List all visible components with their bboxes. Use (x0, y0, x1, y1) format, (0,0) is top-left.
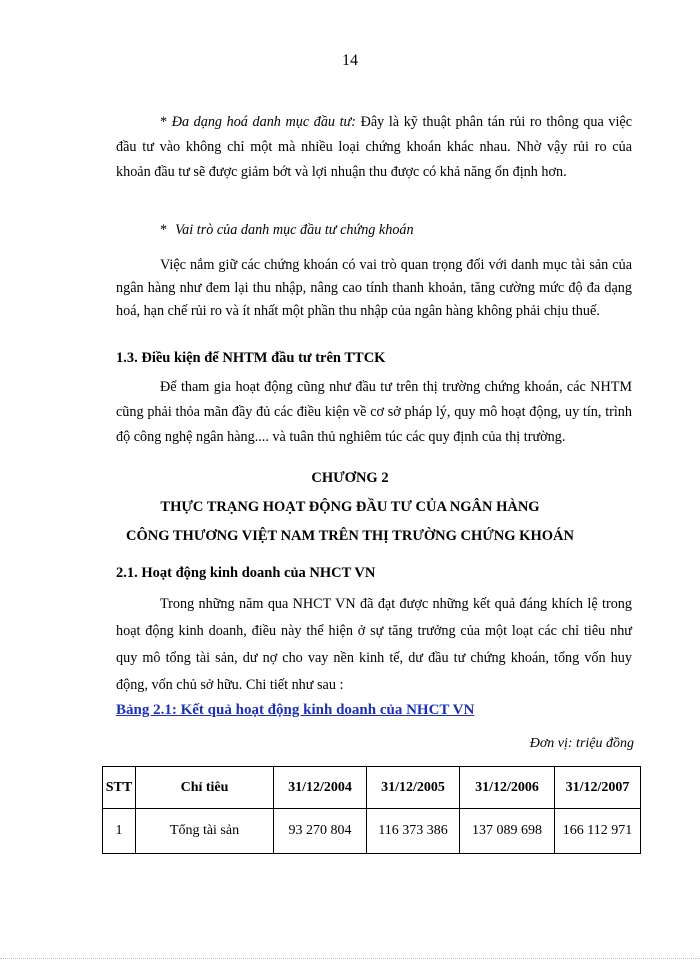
cell-stt: 1 (103, 809, 136, 854)
header-2006: 31/12/2006 (460, 767, 555, 809)
results-table (102, 766, 641, 854)
table-row (103, 809, 641, 854)
header-2004: 31/12/2004 (274, 767, 367, 809)
cell-2004: 93 270 804 (274, 809, 367, 854)
paragraph-diversification (116, 110, 632, 185)
paragraph-conditions: Để tham gia hoạt động cũng như đầu tư trên thị trường chứng khoán, các NHTM cũng phải thỏa mãn đầy đủ các điều kiện về cơ sở pháp lý, quy mô hoạt động, uy tín, trình độ công nghệ ngân hàng.... và tuân thủ nghiêm túc các quy định của thị trường. (116, 379, 632, 445)
chapter-number: CHƯƠNG 2 (311, 470, 389, 486)
bullet-star: * (160, 114, 168, 130)
cell-indicator: Tổng tài sản (136, 809, 274, 854)
header-stt: STT (103, 767, 136, 809)
chapter-title-line1: THỰC TRẠNG HOẠT ĐỘNG ĐẦU TƯ CỦA NGÂN HÀNG (160, 499, 540, 515)
paragraph-lead: Đa dạng hoá danh mục đầu tư: (171, 114, 357, 130)
page-bottom-border (0, 958, 700, 959)
bullet-star: * (160, 222, 168, 238)
header-2007: 31/12/2007 (555, 767, 641, 809)
role-heading-text: Vai trò của danh mục đầu tư chứng khoán (175, 222, 414, 238)
cell-2006: 137 089 698 (460, 809, 555, 854)
header-2005: 31/12/2005 (367, 767, 460, 809)
chapter-title-line2: CÔNG THƯƠNG VIỆT NAM TRÊN THỊ TRƯỜNG CHỨNG KHOÁN (126, 528, 574, 544)
unit-label: Đơn vị: triệu đồng (529, 736, 634, 751)
section-heading-1-3: 1.3. Điều kiện để NHTM đầu tư trên TTCK (116, 350, 386, 366)
role-heading (160, 222, 414, 239)
paragraph-text: Đây là kỹ thuật phân tán rủi ro thông qua việc đầu tư vào không chỉ một mà nhiều loại chứng khoán khác nhau. Nhờ vậy rủi ro của khoản đầu tư sẽ được giảm bớt và lợi nhuận thu được có khả năng ổn định hơn. (116, 114, 632, 180)
cell-2007: 166 112 971 (555, 809, 641, 854)
header-indicator: Chỉ tiêu (136, 767, 274, 809)
paragraph-role: Việc nắm giữ các chứng khoán có vai trò quan trọng đối với danh mục tài sản của ngân hàng như đem lại thu nhập, nâng cao tính thanh khoản, tăng cường mức độ đa dạng hoá, hạn chế rủi ro và ít nhất một phần thu nhập của ngân hàng không phải chịu thuế. (116, 257, 632, 319)
table-header-row (103, 767, 641, 809)
cell-2005: 116 373 386 (367, 809, 460, 854)
paragraph-business: Trong những năm qua NHCT VN đã đạt được những kết quả đáng khích lệ trong hoạt động kinh doanh, điều này thể hiện ở sự tăng trưởng của một loạt các chỉ tiêu như quy mô tổng tài sản, dư nợ cho vay nền kinh tế, dư đầu tư chứng khoán, tổng vốn huy động, vốn chủ sở hữu. Chi tiết như sau : (116, 596, 632, 693)
table-caption: Bảng 2.1: Kết quả hoạt động kinh doanh của NHCT VN (116, 702, 475, 718)
page-number: 14 (342, 52, 358, 69)
section-heading-2-1: 2.1. Hoạt động kinh doanh của NHCT VN (116, 565, 376, 581)
